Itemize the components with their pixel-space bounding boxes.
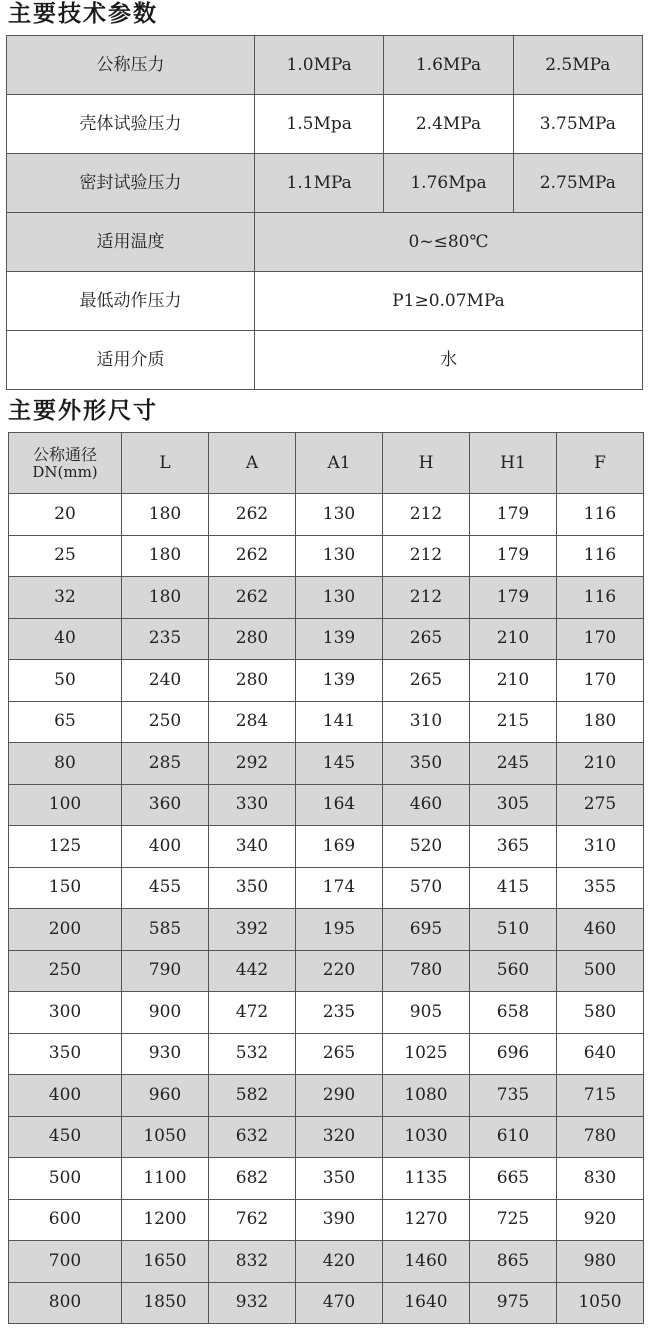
dimension-cell: 350 xyxy=(296,1158,383,1200)
dimension-cell: 500 xyxy=(557,950,644,992)
dimension-cell: 442 xyxy=(209,950,296,992)
dn-cell: 25 xyxy=(9,535,122,577)
dimension-cell: 116 xyxy=(557,577,644,619)
dn-cell: 80 xyxy=(9,743,122,785)
dimension-cell: 415 xyxy=(470,867,557,909)
dimension-cell: 195 xyxy=(296,909,383,951)
dn-cell: 20 xyxy=(9,494,122,536)
dimension-cell: 210 xyxy=(470,618,557,660)
spec-value: 1.76Mpa xyxy=(384,154,513,213)
dimension-cell: 215 xyxy=(470,701,557,743)
dimension-cell: 790 xyxy=(122,950,209,992)
dimension-cell: 390 xyxy=(296,1199,383,1241)
dimension-cell: 610 xyxy=(470,1116,557,1158)
dimension-cell: 179 xyxy=(470,494,557,536)
spec-value: 1.1MPa xyxy=(255,154,384,213)
dimension-cell: 265 xyxy=(383,660,470,702)
dn-cell: 65 xyxy=(9,701,122,743)
dn-cell: 250 xyxy=(9,950,122,992)
dimension-cell: 830 xyxy=(557,1158,644,1200)
table-row xyxy=(9,784,644,826)
column-header: A1 xyxy=(296,433,383,494)
table-row xyxy=(9,577,644,619)
table-row xyxy=(7,272,643,331)
dimension-cell: 392 xyxy=(209,909,296,951)
dimension-cell: 1650 xyxy=(122,1241,209,1283)
dimension-cell: 330 xyxy=(209,784,296,826)
dimension-cell: 455 xyxy=(122,867,209,909)
dimension-cell: 975 xyxy=(470,1282,557,1324)
dimension-cell: 980 xyxy=(557,1241,644,1283)
dimension-cell: 560 xyxy=(470,950,557,992)
dimension-cell: 130 xyxy=(296,535,383,577)
table-row xyxy=(9,1282,644,1324)
table-row xyxy=(9,950,644,992)
dimension-cell: 139 xyxy=(296,618,383,660)
table-row xyxy=(9,1033,644,1075)
dimension-cell: 141 xyxy=(296,701,383,743)
dimension-cell: 832 xyxy=(209,1241,296,1283)
dimension-cell: 130 xyxy=(296,577,383,619)
spec-label: 适用介质 xyxy=(7,331,255,390)
dimension-cell: 180 xyxy=(122,535,209,577)
table-row xyxy=(9,1075,644,1117)
dimension-cell: 169 xyxy=(296,826,383,868)
dimension-cell: 350 xyxy=(209,867,296,909)
table-row xyxy=(9,701,644,743)
spec-section-title: 主要技术参数 xyxy=(8,1,158,27)
table-row xyxy=(9,618,644,660)
dimension-cell: 762 xyxy=(209,1199,296,1241)
dimension-cell: 585 xyxy=(122,909,209,951)
dimension-cell: 310 xyxy=(383,701,470,743)
table-row xyxy=(9,1199,644,1241)
dimension-cell: 174 xyxy=(296,867,383,909)
table-row xyxy=(9,909,644,951)
table-row xyxy=(9,867,644,909)
dimension-cell: 116 xyxy=(557,535,644,577)
dimension-cell: 340 xyxy=(209,826,296,868)
dn-cell: 300 xyxy=(9,992,122,1034)
spec-value: 2.4MPa xyxy=(384,95,513,154)
dimension-cell: 220 xyxy=(296,950,383,992)
dimension-cell: 245 xyxy=(470,743,557,785)
dimension-cell: 570 xyxy=(383,867,470,909)
dimension-cell: 250 xyxy=(122,701,209,743)
table-row xyxy=(9,992,644,1034)
dimension-cell: 262 xyxy=(209,577,296,619)
spec-label: 密封试验压力 xyxy=(7,154,255,213)
dimension-cell: 210 xyxy=(557,743,644,785)
dimension-cell: 1640 xyxy=(383,1282,470,1324)
spec-label: 适用温度 xyxy=(7,213,255,272)
dn-cell: 350 xyxy=(9,1033,122,1075)
dimension-cell: 472 xyxy=(209,992,296,1034)
spec-value: 2.5MPa xyxy=(513,36,642,95)
dimension-cell: 305 xyxy=(470,784,557,826)
dimension-cell: 262 xyxy=(209,494,296,536)
dimension-cell: 682 xyxy=(209,1158,296,1200)
spec-label: 壳体试验压力 xyxy=(7,95,255,154)
column-header: H xyxy=(383,433,470,494)
column-header: F xyxy=(557,433,644,494)
dimension-cell: 780 xyxy=(557,1116,644,1158)
dimension-cell: 582 xyxy=(209,1075,296,1117)
dimension-cell: 275 xyxy=(557,784,644,826)
dimension-cell: 696 xyxy=(470,1033,557,1075)
dn-cell: 125 xyxy=(9,826,122,868)
dimension-cell: 1030 xyxy=(383,1116,470,1158)
column-header: L xyxy=(122,433,209,494)
dn-cell: 600 xyxy=(9,1199,122,1241)
dimension-cell: 1050 xyxy=(122,1116,209,1158)
dimension-cell: 240 xyxy=(122,660,209,702)
table-row xyxy=(9,660,644,702)
dimension-cell: 420 xyxy=(296,1241,383,1283)
dn-cell: 50 xyxy=(9,660,122,702)
dimension-cell: 460 xyxy=(383,784,470,826)
table-row xyxy=(9,826,644,868)
dn-cell: 150 xyxy=(9,867,122,909)
dimension-cell: 212 xyxy=(383,577,470,619)
dimension-cell: 170 xyxy=(557,660,644,702)
dimension-cell: 170 xyxy=(557,618,644,660)
dimension-cell: 960 xyxy=(122,1075,209,1117)
dimension-cell: 116 xyxy=(557,494,644,536)
dimension-cell: 1270 xyxy=(383,1199,470,1241)
dimension-cell: 320 xyxy=(296,1116,383,1158)
column-header: A xyxy=(209,433,296,494)
dimension-cell: 180 xyxy=(122,494,209,536)
table-row xyxy=(9,1158,644,1200)
column-header: H1 xyxy=(470,433,557,494)
table-row xyxy=(7,36,643,95)
dimension-cell: 360 xyxy=(122,784,209,826)
dn-cell: 100 xyxy=(9,784,122,826)
table-row xyxy=(9,1116,644,1158)
spec-value: 1.6MPa xyxy=(384,36,513,95)
dn-cell: 450 xyxy=(9,1116,122,1158)
dimension-cell: 284 xyxy=(209,701,296,743)
dimension-cell: 510 xyxy=(470,909,557,951)
dimension-cell: 1460 xyxy=(383,1241,470,1283)
dimension-cell: 280 xyxy=(209,660,296,702)
dimension-cell: 1100 xyxy=(122,1158,209,1200)
spec-value: 3.75MPa xyxy=(513,95,642,154)
dn-header-cell xyxy=(9,433,122,494)
spec-table xyxy=(6,35,643,390)
dimension-cell: 580 xyxy=(557,992,644,1034)
table-row xyxy=(9,535,644,577)
dimension-cell: 780 xyxy=(383,950,470,992)
spec-value: 1.5Mpa xyxy=(255,95,384,154)
dimension-cell: 1850 xyxy=(122,1282,209,1324)
dimension-cell: 715 xyxy=(557,1075,644,1117)
table-row xyxy=(7,331,643,390)
dimension-cell: 470 xyxy=(296,1282,383,1324)
spec-value: 0~≤80℃ xyxy=(255,213,643,272)
dimension-cell: 139 xyxy=(296,660,383,702)
dimension-cell: 145 xyxy=(296,743,383,785)
dimension-cell: 520 xyxy=(383,826,470,868)
dimension-cell: 350 xyxy=(383,743,470,785)
dimension-cell: 632 xyxy=(209,1116,296,1158)
spec-value: 1.0MPa xyxy=(255,36,384,95)
dimension-cell: 235 xyxy=(296,992,383,1034)
dn-cell: 40 xyxy=(9,618,122,660)
dimension-cell: 265 xyxy=(296,1033,383,1075)
dimension-cell: 285 xyxy=(122,743,209,785)
table-row xyxy=(9,494,644,536)
dimension-cell: 658 xyxy=(470,992,557,1034)
table-header-row xyxy=(9,433,644,494)
dn-cell: 400 xyxy=(9,1075,122,1117)
spec-value: 水 xyxy=(255,331,643,390)
dimension-cell: 460 xyxy=(557,909,644,951)
dn-cell: 700 xyxy=(9,1241,122,1283)
dimension-cell: 1135 xyxy=(383,1158,470,1200)
dimension-cell: 130 xyxy=(296,494,383,536)
dimension-cell: 180 xyxy=(557,701,644,743)
dimension-cell: 930 xyxy=(122,1033,209,1075)
dn-header-unit: DN(mm) xyxy=(32,462,98,481)
dimension-cell: 932 xyxy=(209,1282,296,1324)
dimension-cell: 865 xyxy=(470,1241,557,1283)
table-row xyxy=(7,154,643,213)
dn-cell: 200 xyxy=(9,909,122,951)
dimension-cell: 1025 xyxy=(383,1033,470,1075)
dimension-table xyxy=(8,432,644,1324)
dimension-cell: 725 xyxy=(470,1199,557,1241)
spec-label: 公称压力 xyxy=(7,36,255,95)
dimension-cell: 210 xyxy=(470,660,557,702)
spec-value: 2.75MPa xyxy=(513,154,642,213)
dimension-cell: 905 xyxy=(383,992,470,1034)
dn-header-label: 公称通径 xyxy=(32,444,97,464)
dimension-section-title: 主要外形尺寸 xyxy=(8,398,158,424)
spec-label: 最低动作压力 xyxy=(7,272,255,331)
dn-cell: 500 xyxy=(9,1158,122,1200)
dimension-cell: 532 xyxy=(209,1033,296,1075)
dimension-cell: 310 xyxy=(557,826,644,868)
dimension-cell: 262 xyxy=(209,535,296,577)
table-row xyxy=(7,213,643,272)
dimension-cell: 1200 xyxy=(122,1199,209,1241)
dimension-cell: 355 xyxy=(557,867,644,909)
dimension-cell: 280 xyxy=(209,618,296,660)
dimension-cell: 1080 xyxy=(383,1075,470,1117)
dimension-cell: 292 xyxy=(209,743,296,785)
dimension-cell: 179 xyxy=(470,577,557,619)
dn-cell: 800 xyxy=(9,1282,122,1324)
dimension-cell: 695 xyxy=(383,909,470,951)
dimension-cell: 400 xyxy=(122,826,209,868)
dimension-cell: 900 xyxy=(122,992,209,1034)
dimension-cell: 265 xyxy=(383,618,470,660)
table-row xyxy=(9,743,644,785)
dimension-cell: 735 xyxy=(470,1075,557,1117)
dn-cell: 32 xyxy=(9,577,122,619)
dimension-cell: 365 xyxy=(470,826,557,868)
dimension-cell: 235 xyxy=(122,618,209,660)
dimension-cell: 1050 xyxy=(557,1282,644,1324)
table-row xyxy=(9,1241,644,1283)
dimension-cell: 665 xyxy=(470,1158,557,1200)
dimension-cell: 290 xyxy=(296,1075,383,1117)
dimension-cell: 640 xyxy=(557,1033,644,1075)
dimension-cell: 212 xyxy=(383,494,470,536)
dimension-cell: 179 xyxy=(470,535,557,577)
table-row xyxy=(7,95,643,154)
dimension-cell: 212 xyxy=(383,535,470,577)
dimension-cell: 164 xyxy=(296,784,383,826)
dimension-cell: 920 xyxy=(557,1199,644,1241)
spec-value: P1≥0.07MPa xyxy=(255,272,643,331)
dimension-cell: 180 xyxy=(122,577,209,619)
